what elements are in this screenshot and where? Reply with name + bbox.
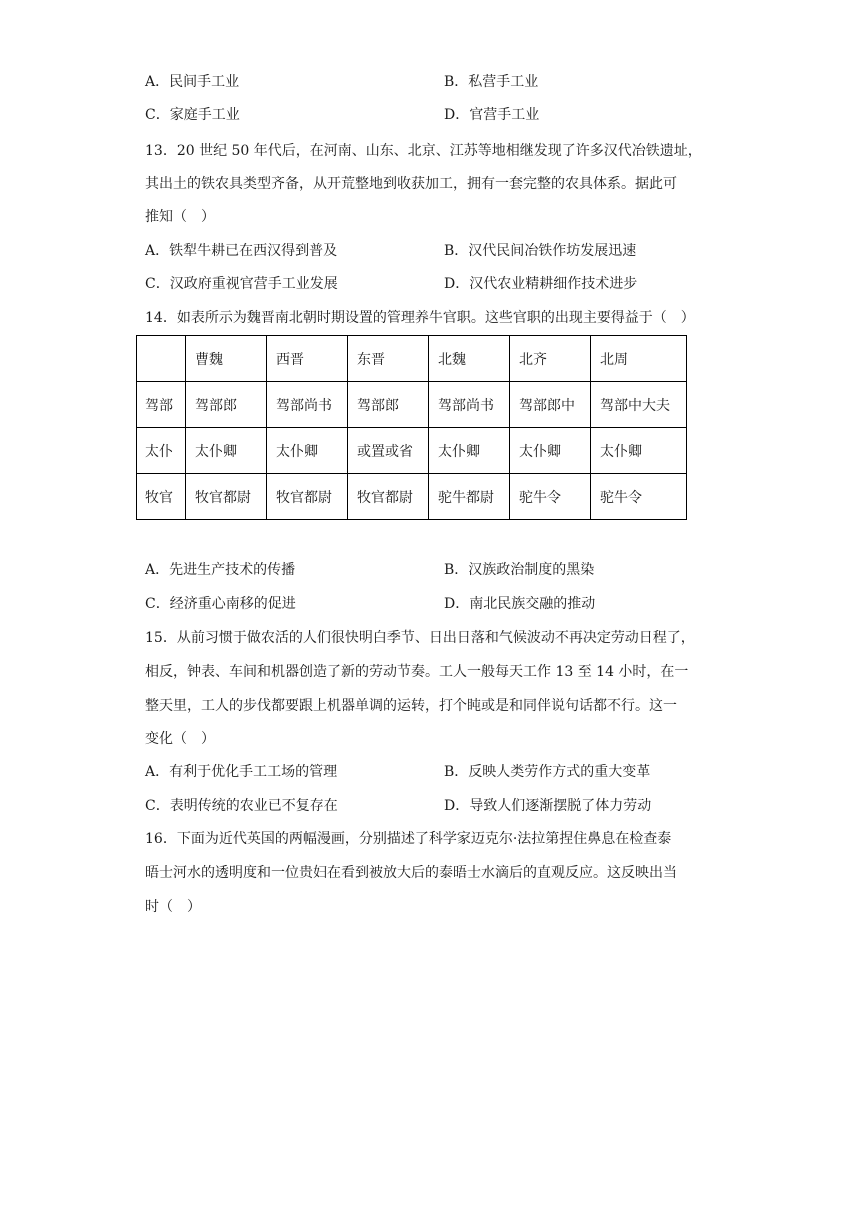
table-cell: 牧官都尉 (186, 474, 267, 520)
table-row-label: 牧官 (137, 474, 186, 520)
table-header-cell: 曹魏 (186, 336, 267, 382)
q15-stem-line-2: 相反，钟表、车间和机器创造了新的劳动节奏。工人一般每天工作 13 至 14 小时，在一 (145, 664, 689, 680)
officials-table (136, 335, 687, 520)
table-cell: 驼牛令 (510, 474, 591, 520)
table-cell: 太仆卿 (510, 428, 591, 474)
table-row-label: 驾部 (137, 382, 186, 428)
q13-option-b[interactable]: B．汉代民间冶铁作坊发展迅速 (444, 243, 637, 259)
table-cell: 太仆卿 (429, 428, 510, 474)
q14-option-b[interactable]: B．汉族政治制度的黑染 (444, 562, 595, 578)
q12-option-d[interactable]: D．官营手工业 (444, 107, 540, 123)
q13-stem-line-2: 其出土的铁农具类型齐备，从开荒整地到收获加工，拥有一套完整的农具体系。据此可 (145, 176, 677, 192)
table-cell: 太仆卿 (186, 428, 267, 474)
table-cell: 驼牛都尉 (429, 474, 510, 520)
q15-option-a[interactable]: A．有利于优化手工工场的管理 (145, 764, 338, 780)
q13-option-d[interactable]: D．汉代农业精耕细作技术进步 (444, 276, 638, 292)
table-header-row (137, 336, 687, 382)
table-cell: 驾部郎中 (510, 382, 591, 428)
table-cell: 牧官都尉 (267, 474, 348, 520)
q15-stem-line-4: 变化（ ） (145, 731, 215, 747)
q15-stem-line-1: 15．从前习惯于做农活的人们很快明白季节、日出日落和气候波动不再决定劳动日程了， (145, 630, 695, 646)
q15-option-b[interactable]: B．反映人类劳作方式的重大变革 (444, 764, 651, 780)
table-header-cell: 北齐 (510, 336, 591, 382)
q13-stem-line-3: 推知（ ） (145, 209, 215, 225)
table-header-cell: 西晋 (267, 336, 348, 382)
q15-option-c[interactable]: C．表明传统的农业已不复存在 (145, 798, 338, 814)
q16-stem-line-3: 时（ ） (145, 899, 201, 915)
table-header-cell: 北魏 (429, 336, 510, 382)
table-cell: 驾部中大夫 (591, 382, 687, 428)
table-cell: 驼牛令 (591, 474, 687, 520)
q12-option-a[interactable]: A．民间手工业 (145, 74, 240, 90)
table-cell: 太仆卿 (591, 428, 687, 474)
table-cell: 太仆卿 (267, 428, 348, 474)
table-header-cell: 东晋 (348, 336, 429, 382)
table-cell: 或置或省 (348, 428, 429, 474)
table-row (137, 382, 687, 428)
q14-option-a[interactable]: A．先进生产技术的传播 (145, 562, 296, 578)
q13-option-a[interactable]: A．铁犁牛耕已在西汉得到普及 (145, 243, 338, 259)
q12-option-b[interactable]: B．私营手工业 (444, 74, 539, 90)
table-row (137, 428, 687, 474)
table-cell: 驾部尚书 (429, 382, 510, 428)
q13-stem-line-1: 13．20 世纪 50 年代后，在河南、山东、北京、江苏等地相继发现了许多汉代冶铁遗址， (145, 143, 702, 159)
table-header-cell (137, 336, 186, 382)
q16-stem-line-2: 晤士河水的透明度和一位贵妇在看到被放大后的泰晤士水滴后的直观反应。这反映出当 (145, 865, 677, 881)
q16-stem-line-1: 16．下面为近代英国的两幅漫画，分别描述了科学家迈克尔·法拉第捏住鼻息在检查泰 (145, 831, 672, 847)
q14-option-c[interactable]: C．经济重心南移的促进 (145, 596, 296, 612)
q12-option-c[interactable]: C．家庭手工业 (145, 107, 240, 123)
q14-option-d[interactable]: D．南北民族交融的推动 (444, 596, 596, 612)
table-row-label: 太仆 (137, 428, 186, 474)
table-cell: 驾部郎 (186, 382, 267, 428)
table-cell: 驾部郎 (348, 382, 429, 428)
table-header-cell: 北周 (591, 336, 687, 382)
q15-stem-line-3: 整天里，工人的步伐都要跟上机器单调的运转，打个盹或是和同伴说句话都不行。这一 (145, 698, 677, 714)
table-cell: 驾部尚书 (267, 382, 348, 428)
table-cell: 牧官都尉 (348, 474, 429, 520)
q13-option-c[interactable]: C．汉政府重视官营手工业发展 (145, 276, 338, 292)
q15-option-d[interactable]: D．导致人们逐渐摆脱了体力劳动 (444, 798, 652, 814)
table-row (137, 474, 687, 520)
q14-stem: 14．如表所示为魏晋南北朝时期设置的管理养牛官职。这些官职的出现主要得益于（ ） (145, 310, 695, 326)
